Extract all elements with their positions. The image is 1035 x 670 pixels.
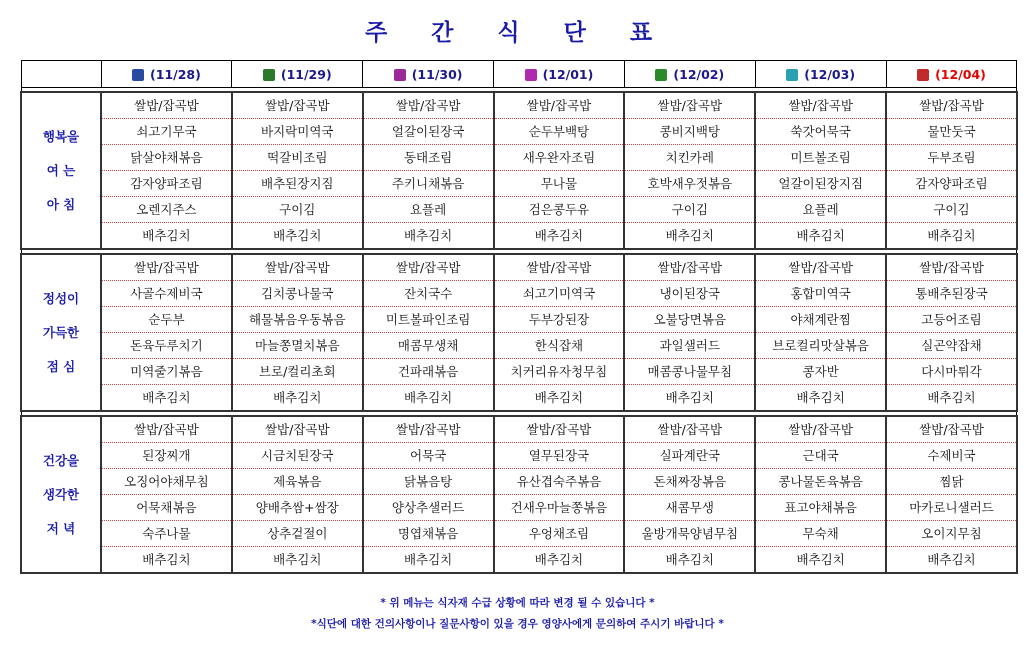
menu-item: 검은콩두유 [495,197,624,223]
meal-label-line: 여 는 [46,162,76,178]
menu-item: 홍합미역국 [756,281,885,307]
day-menu-cell [101,92,232,249]
meal-label [21,92,101,249]
menu-item: 통배추된장국 [887,281,1016,307]
menu-item: 김치콩나물국 [233,281,362,307]
menu-item: 쌀밥/잡곡밥 [364,417,493,443]
menu-item: 마카로니샐러드 [887,495,1016,521]
menu-item: 된장찌개 [102,443,231,469]
menu-item: 얼갈이된장국 [364,119,493,145]
menu-item: 쌀밥/잡곡밥 [233,93,362,119]
flower-icon [394,69,406,81]
menu-item: 떡갈비조림 [233,145,362,171]
menu-item: 마늘쫑멸치볶음 [233,333,362,359]
menu-item: 배추김치 [927,552,976,567]
menu-item: 양배추쌈+쌈장 [233,495,362,521]
day-menu-cell [363,416,494,573]
menu-item: 콩자반 [756,359,885,385]
menu-item: 건새우마늘쫑볶음 [495,495,624,521]
flower-icon [655,69,667,81]
menu-item: 배추김치 [665,228,714,243]
day-menu-cell [232,254,363,411]
weekly-menu-table [20,60,1018,574]
date-header-0 [101,61,232,88]
flower-icon [132,69,144,81]
menu-item: 얼갈이된장지짐 [756,171,885,197]
meal-label-line: 점 심 [46,358,76,374]
meal-label [21,254,101,411]
day-menu-cell [101,254,232,411]
menu-item: 쌀밥/잡곡밥 [495,93,624,119]
menu-item: 순두부 [102,307,231,333]
menu-item: 상추겉절이 [233,521,362,547]
menu-item: 오징어야채무침 [102,469,231,495]
date-label: (12/04) [935,66,986,82]
menu-item: 쌀밥/잡곡밥 [887,417,1016,443]
menu-item: 해물볶음우동볶음 [233,307,362,333]
menu-item: 배추김치 [142,228,191,243]
day-menu-cell [624,254,755,411]
day-menu-cell [101,416,232,573]
meal-row [21,92,1017,249]
flower-icon [786,69,798,81]
menu-item: 찜닭 [887,469,1016,495]
menu-item: 쌀밥/잡곡밥 [495,255,624,281]
flower-icon [525,69,537,81]
menu-item: 무숙채 [756,521,885,547]
change-notice: * 위 메뉴는 식자재 수급 상황에 따라 변경 될 수 있습니다 * [380,597,655,609]
meal-row [21,416,1017,573]
menu-item: 시금치된장국 [233,443,362,469]
menu-item: 배추김치 [927,228,976,243]
day-menu-cell [624,416,755,573]
menu-item: 주키니채볶음 [364,171,493,197]
menu-item: 잔치국수 [364,281,493,307]
menu-item: 오불당면볶음 [625,307,754,333]
menu-item: 미역줄기볶음 [102,359,231,385]
date-label: (11/30) [411,66,463,82]
date-label: (12/03) [804,66,856,82]
menu-item: 쌀밥/잡곡밥 [887,255,1016,281]
menu-item: 쌀밥/잡곡밥 [625,417,754,443]
page-title: 주 간 식 단 표 [364,20,671,46]
menu-item: 실곤약잡채 [887,333,1016,359]
menu-item: 쌀밥/잡곡밥 [364,93,493,119]
date-header-3 [494,61,625,88]
menu-item: 쌀밥/잡곡밥 [102,417,231,443]
menu-item: 새콤무생 [625,495,754,521]
menu-item: 구이김 [887,197,1016,223]
menu-item: 닭살야채볶음 [102,145,231,171]
menu-item: 배추김치 [534,390,584,405]
menu-item: 콩나물돈육볶음 [756,469,885,495]
menu-item: 돈채짜장볶음 [625,469,754,495]
menu-item: 쌀밥/잡곡밥 [233,255,362,281]
menu-item: 쌀밥/잡곡밥 [233,417,362,443]
day-menu-cell [232,92,363,249]
menu-item: 배추김치 [273,228,322,243]
menu-item: 쌀밥/잡곡밥 [495,417,624,443]
menu-item: 사골수제비국 [102,281,231,307]
menu-item: 두부조림 [887,145,1016,171]
menu-item: 미트볼파인조림 [364,307,493,333]
day-menu-cell [363,254,494,411]
menu-item: 호박새우젓볶음 [625,171,754,197]
meal-row [21,254,1017,411]
menu-item: 쌀밥/잡곡밥 [364,255,493,281]
menu-item: 쌀밥/잡곡밥 [887,93,1016,119]
menu-item: 야채계란찜 [756,307,885,333]
menu-item: 치킨카레 [625,145,754,171]
menu-item: 어묵국 [364,443,493,469]
menu-item: 배추김치 [273,390,322,405]
date-header-6 [886,61,1017,88]
menu-item: 배추김치 [665,390,714,405]
menu-item: 배추김치 [403,228,453,243]
day-menu-cell [624,92,755,249]
menu-item: 오이지무침 [887,521,1016,547]
date-header-1 [232,61,363,88]
menu-item: 다시마튀각 [887,359,1016,385]
menu-item: 수제비국 [887,443,1016,469]
menu-item: 쇠고기미역국 [495,281,624,307]
meal-label [21,416,101,573]
menu-item: 쌀밥/잡곡밥 [102,255,231,281]
date-label: (11/28) [150,66,201,82]
meal-label-line: 정성이 [42,290,80,306]
meal-label-line: 생각한 [42,486,80,502]
menu-item: 울방개묵양념무침 [625,521,754,547]
menu-item: 새우완자조림 [495,145,624,171]
flower-icon [263,69,275,81]
menu-item: 구이김 [625,197,754,223]
menu-item: 쌀밥/잡곡밥 [625,93,754,119]
date-header-4 [624,61,755,88]
menu-item: 양상추샐러드 [364,495,493,521]
menu-item: 배추김치 [534,552,584,567]
menu-item: 배추김치 [403,390,453,405]
menu-item: 배추김치 [534,228,584,243]
menu-item: 콩비지백탕 [625,119,754,145]
menu-item: 매콤콩나물무침 [625,359,754,385]
day-menu-cell [232,416,363,573]
date-label: (12/02) [673,66,725,82]
menu-item: 순두부백탕 [495,119,624,145]
menu-item: 실파계란국 [625,443,754,469]
menu-item: 동태조림 [364,145,493,171]
day-menu-cell [494,92,625,249]
meal-label-line: 행복을 [42,128,80,144]
inquiry-notice: *식단에 대한 건의사항이나 질문사항이 있을 경우 영양사에게 문의하여 주시기 바랍니다 * [311,618,724,630]
meal-label-line: 저 녁 [46,520,76,536]
menu-item: 명엽채볶음 [364,521,493,547]
menu-item: 쑥갓어묵국 [756,119,885,145]
date-label: (11/29) [280,66,332,82]
flower-icon [917,69,929,81]
day-menu-cell [363,92,494,249]
menu-item: 쌀밥/잡곡밥 [756,93,885,119]
menu-item: 우엉채조림 [495,521,624,547]
meal-label-line: 건강을 [42,452,80,468]
menu-item: 근대국 [756,443,885,469]
menu-item: 매콤무생채 [364,333,493,359]
day-menu-cell [755,92,886,249]
menu-item: 과일샐러드 [625,333,754,359]
day-menu-cell [755,254,886,411]
menu-item: 건파래볶음 [364,359,493,385]
menu-item: 표고야채볶음 [756,495,885,521]
menu-item: 쌀밥/잡곡밥 [625,255,754,281]
menu-item: 미트볼조림 [756,145,885,171]
menu-item: 열무된장국 [495,443,624,469]
menu-item: 브로컬리맛살볶음 [756,333,885,359]
menu-item: 숙주나물 [102,521,231,547]
menu-item: 바지락미역국 [233,119,362,145]
meal-label-line: 가득한 [42,324,80,340]
menu-item: 배추김치 [665,552,714,567]
menu-item: 배추된장지짐 [233,171,362,197]
menu-item: 배추김치 [796,228,845,243]
menu-item: 두부강된장 [495,307,624,333]
menu-item: 무나물 [495,171,624,197]
day-menu-cell [886,254,1017,411]
menu-item: 냉이된장국 [625,281,754,307]
day-menu-cell [494,254,625,411]
menu-item: 어묵채볶음 [102,495,231,521]
menu-item: 감자양파조림 [102,171,231,197]
menu-item: 돈육두루치기 [102,333,231,359]
menu-item: 쌀밥/잡곡밥 [756,417,885,443]
menu-item: 배추김치 [796,390,845,405]
date-header-2 [363,61,494,88]
menu-item: 고등어조림 [887,307,1016,333]
menu-item: 쌀밥/잡곡밥 [102,93,231,119]
menu-item: 물만둣국 [887,119,1016,145]
menu-item: 요플레 [756,197,885,223]
menu-item: 배추김치 [142,552,191,567]
menu-item: 제육볶음 [233,469,362,495]
menu-item: 배추김치 [403,552,453,567]
menu-item: 오렌지주스 [102,197,231,223]
menu-item: 쇠고기무국 [102,119,231,145]
date-header-5 [755,61,886,88]
date-label: (12/01) [542,66,594,82]
menu-item: 쌀밥/잡곡밥 [756,255,885,281]
menu-item: 배추김치 [273,552,322,567]
menu-item: 브로/컬리초회 [233,359,362,385]
day-menu-cell [755,416,886,573]
menu-item: 닭볶음탕 [364,469,493,495]
day-menu-cell [886,416,1017,573]
menu-item: 요플레 [364,197,493,223]
day-menu-cell [886,92,1017,249]
menu-item: 구이김 [233,197,362,223]
date-header-row [21,61,1017,88]
corner-cell [21,61,101,88]
menu-item: 배추김치 [796,552,845,567]
meal-label-line: 아 침 [46,196,76,212]
menu-item: 유산겹숙주볶음 [495,469,624,495]
menu-item: 치커리유자청무침 [495,359,624,385]
menu-item: 배추김치 [927,390,976,405]
menu-item: 한식잡채 [495,333,624,359]
menu-item: 배추김치 [142,390,191,405]
menu-item: 감자양파조림 [887,171,1016,197]
day-menu-cell [494,416,625,573]
